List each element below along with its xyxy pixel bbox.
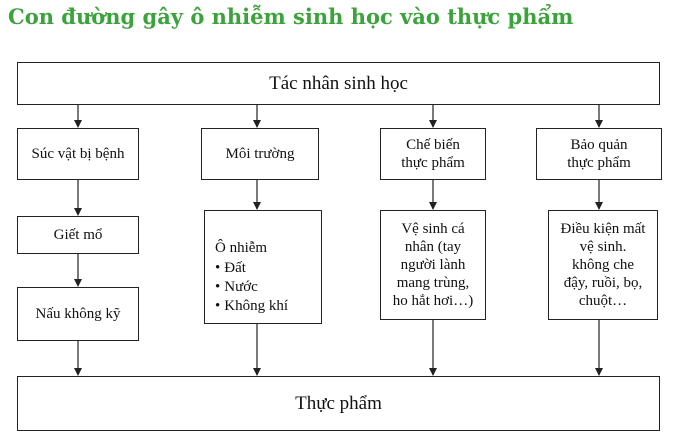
- node-personal-hygiene-label: Vệ sinh cá nhân (tay người lành mang trùng, ho hắt hơi…): [392, 221, 474, 309]
- node-slaughter-label: Giết mổ: [53, 227, 103, 243]
- node-slaughter: [17, 216, 139, 254]
- node-unsanitary-conditions-label: Điều kiện mất vệ sinh. không che đậy, ruồi, bọ, chuột…: [560, 221, 646, 309]
- diagram-title: Con đường gây ô nhiễm sinh học vào thực phẩm: [8, 4, 574, 29]
- node-undercooked: [17, 287, 139, 341]
- node-food-processing: [380, 128, 486, 180]
- pollution-item-air: • Không khí: [215, 297, 321, 315]
- node-undercooked-label: Nấu không kỹ: [35, 306, 121, 322]
- node-personal-hygiene: [380, 210, 486, 320]
- pollution-list: [215, 259, 321, 315]
- pollution-item-soil: • Đất: [215, 259, 321, 277]
- node-food-label: Thực phẩm: [295, 392, 382, 414]
- node-sick-animals-label: Súc vật bị bệnh: [31, 146, 125, 162]
- node-environment-label: Môi trường: [225, 146, 295, 162]
- node-pollution: [204, 210, 322, 324]
- node-food-preservation: [536, 128, 662, 180]
- pollution-item-water: • Nước: [215, 278, 321, 296]
- node-food-processing-label: Chế biến thực phẩm: [401, 137, 465, 171]
- node-environment: [201, 128, 319, 180]
- node-biological-agents: [17, 62, 660, 105]
- pollution-heading: Ô nhiễm: [215, 240, 268, 256]
- node-sick-animals: [17, 128, 139, 180]
- node-biological-agents-label: Tác nhân sinh học: [269, 72, 408, 94]
- node-food-preservation-label: Bảo quản thực phẩm: [567, 137, 631, 171]
- node-unsanitary-conditions: [548, 210, 658, 320]
- node-food: [17, 376, 660, 431]
